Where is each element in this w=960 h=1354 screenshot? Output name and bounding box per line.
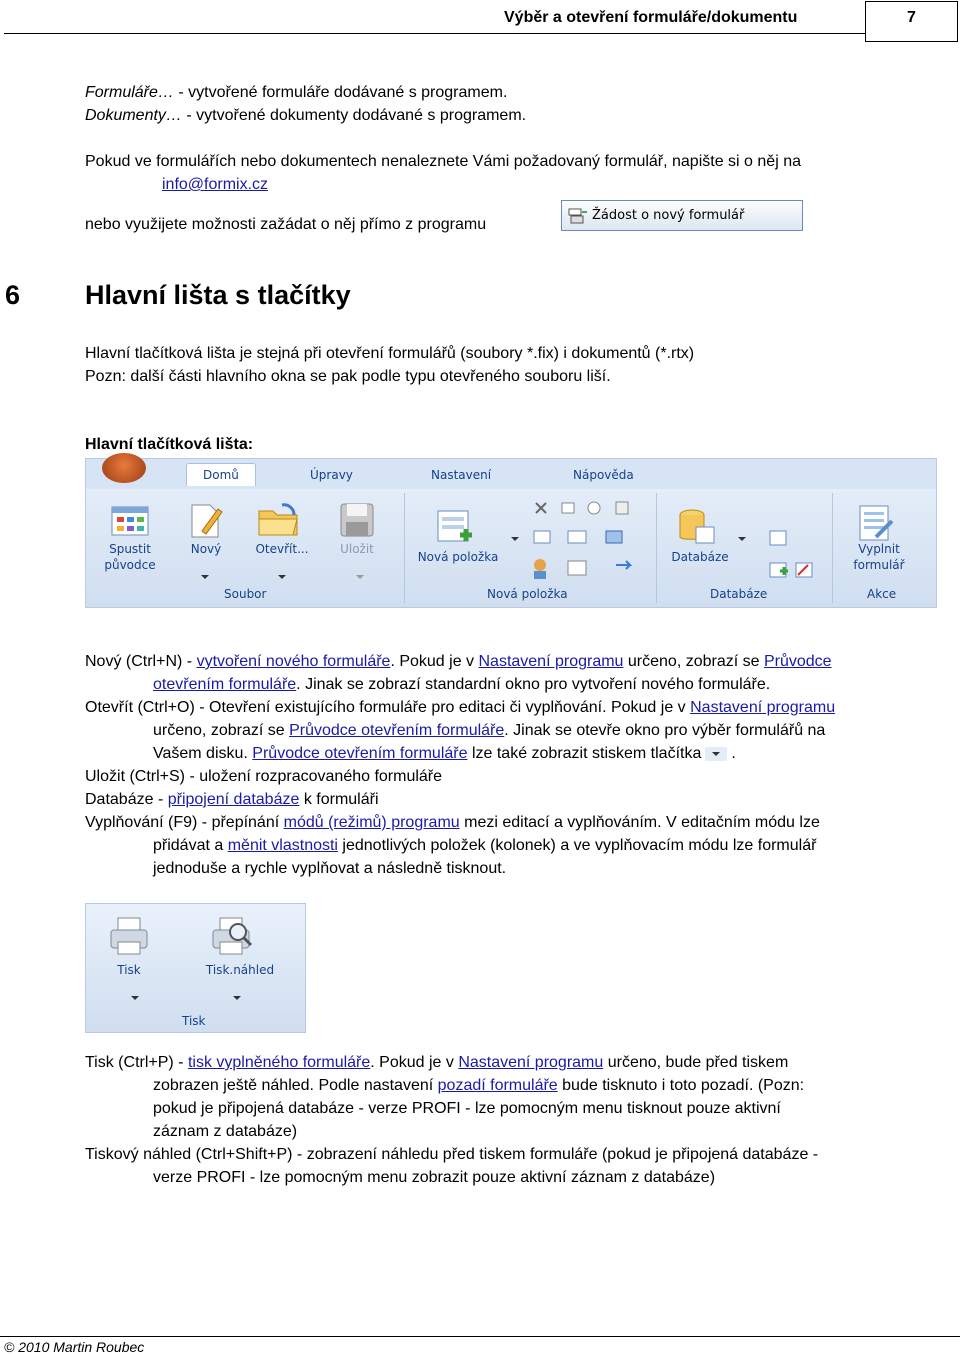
desc-print-text: určeno, bude před tiskem: [603, 1054, 789, 1071]
ribbon-tab-bar: [86, 459, 936, 489]
link-modes[interactable]: módů (režimů) programu: [283, 814, 460, 831]
desc-preview: Tiskový náhled (Ctrl+Shift+P) - zobrazení náhledu před tiskem formuláře (pokud je připojená databáze -: [85, 1146, 819, 1163]
group-label-database: Databáze: [710, 587, 768, 601]
print-preview-dropdown-icon[interactable]: [233, 996, 241, 1000]
open-button-label[interactable]: Otevřít...: [255, 542, 309, 556]
footer-rule: [0, 1336, 960, 1337]
group-label-action: Akce: [867, 587, 897, 601]
desc-new-cont: [153, 676, 770, 694]
dropdown-button-icon: [705, 747, 727, 761]
link-settings[interactable]: Nastavení programu: [690, 699, 836, 716]
link-wizard[interactable]: Průvodce: [763, 653, 832, 670]
desc-print-cont3: záznam z databáze): [153, 1123, 298, 1140]
desc-new-text: určeno, zobrazí se: [623, 653, 764, 670]
print-preview-button-label[interactable]: Tisk.náhled: [205, 963, 275, 977]
intro-line-forms: [85, 84, 507, 102]
form-request-icon: [568, 207, 588, 225]
desc-new-text: Nový (Ctrl+N) -: [85, 653, 197, 670]
desc-print-cont: [153, 1077, 804, 1095]
open-folder-icon[interactable]: [256, 501, 300, 539]
fill-form-icon[interactable]: [856, 503, 896, 543]
desc-open-text: . Jinak se otevře okno pro výběr formulářů na: [504, 722, 826, 739]
request-text: nebo využijete možnosti zažádat o něj přímo z programu: [85, 216, 487, 233]
footer-copyright: © 2010 Martin Roubec: [4, 1339, 145, 1354]
section-para-2: Pozn: další části hlavního okna se pak podle typu otevřeného souboru liší.: [85, 368, 611, 385]
desc-new-text: . Pokud je v: [390, 653, 479, 670]
link-connect-db[interactable]: připojení databáze: [167, 791, 300, 808]
desc-print-cont2: pokud je připojená databáze - verze PROFI - lze pomocným menu tisknout pouze aktivní: [153, 1100, 781, 1117]
record-tools-icon[interactable]: [766, 529, 814, 583]
section-para-1: Hlavní tlačítková lišta je stejná při otevření formulářů (soubory *.fix) i dokumentů (*.rtx): [85, 345, 695, 362]
intro-line-docs: [85, 107, 526, 125]
link-settings[interactable]: Nastavení programu: [478, 653, 624, 670]
header-title: Výběr a otevření formuláře/dokumentu: [504, 9, 798, 26]
app-orb-icon[interactable]: [102, 453, 146, 483]
item-tools-icon[interactable]: [532, 499, 642, 581]
desc-save: Uložit (Ctrl+S) - uložení rozpracovaného formuláře: [85, 768, 443, 785]
desc-new-text: . Jinak se zobrazí standardní okno pro vytvoření nového formuláře.: [296, 676, 771, 693]
desc-db-text: Databáze -: [85, 791, 168, 808]
link-open-wizard[interactable]: Průvodce otevřením formuláře: [289, 722, 505, 739]
desc-open: [85, 699, 835, 717]
desc-db-text: k formuláři: [299, 791, 379, 808]
link-print-form[interactable]: tisk vyplněného formuláře: [187, 1054, 371, 1071]
print-ribbon-group: [85, 903, 306, 1033]
desc-fill: [85, 814, 820, 832]
link-new-form[interactable]: vytvoření nového formuláře: [196, 653, 391, 670]
desc-open-text: Otevřít (Ctrl+O) - Otevření existujícího formuláře pro editaci či vyplňování. Pokud je v: [85, 699, 691, 716]
desc-open-text: lze také zobrazit stiskem tlačítka: [467, 745, 702, 762]
desc-new: [85, 653, 832, 671]
forms-desc: - vytvořené formuláře dodávané s programem.: [173, 84, 508, 101]
link-background[interactable]: pozadí formuláře: [437, 1077, 558, 1094]
desc-print-text: Tisk (Ctrl+P) -: [85, 1054, 188, 1071]
wizard-button-label[interactable]: Spustit původce: [104, 542, 156, 572]
link-settings[interactable]: Nastavení programu: [458, 1054, 604, 1071]
request-form-button[interactable]: [561, 200, 803, 231]
desc-open-cont2: [153, 745, 736, 763]
group-label-new-item: Nová položka: [487, 587, 568, 601]
group-label-print: Tisk: [182, 1014, 206, 1028]
desc-open-text: .: [731, 745, 736, 762]
docs-desc: - vytvořené dokumenty dodávané s programem.: [181, 107, 527, 124]
link-properties[interactable]: měnit vlastnosti: [227, 837, 338, 854]
desc-fill-cont: [153, 837, 816, 855]
tab-settings[interactable]: Nastavení: [431, 468, 492, 482]
new-item-icon[interactable]: [436, 509, 474, 549]
desc-preview-cont: verze PROFI - lze pomocným menu zobrazit pouze aktivní záznam z databáze): [153, 1169, 716, 1186]
tab-home[interactable]: Domů: [186, 463, 256, 486]
ribbon-separator: [656, 493, 657, 603]
main-ribbon: [85, 458, 937, 608]
database-icon[interactable]: [676, 507, 716, 547]
desc-open-text: Vašem disku.: [153, 745, 253, 762]
new-form-icon[interactable]: [188, 501, 224, 539]
desc-fill-text: mezi editací a vyplňováním. V editačním módu lze: [459, 814, 820, 831]
desc-print: [85, 1054, 788, 1072]
desc-fill-text: jednotlivých položek (kolonek) a ve vyplňovacím módu lze formulář: [337, 837, 817, 854]
open-dropdown-icon[interactable]: [278, 575, 286, 579]
desc-fill-text: Vyplňování (F9) - přepínání: [85, 814, 284, 831]
desc-fill-cont2: jednoduše a rychle vyplňovat a následně tisknout.: [153, 860, 507, 877]
new-item-button-label[interactable]: Nová položka: [417, 550, 499, 564]
page-number: 7: [907, 9, 916, 26]
docs-label: Dokumenty…: [85, 107, 182, 124]
wizard-icon[interactable]: [110, 503, 150, 539]
save-icon[interactable]: [338, 501, 376, 539]
intro-text: Pokud ve formulářích nebo dokumentech nenaleznete Vámi požadovaný formulář, napište si o něj na: [85, 153, 801, 170]
ribbon-separator: [832, 493, 833, 603]
desc-print-text: zobrazen ještě náhled. Podle nastavení: [153, 1077, 438, 1094]
tab-edit[interactable]: Úpravy: [310, 468, 353, 482]
section-title: Hlavní lišta s tlačítky: [85, 280, 351, 310]
save-dropdown-icon[interactable]: [356, 575, 364, 579]
fill-form-button-label[interactable]: Vyplnit formulář: [853, 542, 905, 572]
new-dropdown-icon[interactable]: [201, 575, 209, 579]
save-button-label[interactable]: Uložit: [340, 542, 374, 556]
print-dropdown-icon[interactable]: [131, 996, 139, 1000]
ribbon-subheading: Hlavní tlačítková lišta:: [85, 436, 254, 453]
database-button-label[interactable]: Databáze: [671, 550, 729, 564]
forms-label: Formuláře…: [85, 84, 174, 101]
desc-print-text: bude tisknuto i toto pozadí. (Pozn:: [557, 1077, 805, 1094]
header-rule: [4, 33, 866, 34]
request-form-label: Žádost o nový formulář: [592, 208, 745, 223]
print-preview-icon[interactable]: [210, 916, 254, 958]
desc-open-cont: [153, 722, 825, 740]
email-link-text[interactable]: info@formix.cz: [162, 176, 269, 193]
email-link[interactable]: [162, 176, 268, 194]
new-item-dropdown-icon[interactable]: [511, 537, 519, 541]
link-wizard[interactable]: otevřením formuláře: [153, 676, 297, 693]
link-open-wizard[interactable]: Průvodce otevřením formuláře: [252, 745, 468, 762]
new-button-label[interactable]: Nový: [190, 542, 222, 556]
printer-icon[interactable]: [108, 916, 150, 958]
desc-open-text: určeno, zobrazí se: [153, 722, 290, 739]
print-button-label[interactable]: Tisk: [117, 963, 141, 977]
database-dropdown-icon[interactable]: [738, 537, 746, 541]
ribbon-separator: [404, 493, 405, 603]
desc-fill-text: přidávat a: [153, 837, 228, 854]
section-number: 6: [5, 280, 21, 310]
desc-print-text: . Pokud je v: [370, 1054, 459, 1071]
desc-database: [85, 791, 379, 809]
group-label-file: Soubor: [224, 587, 267, 601]
tab-help[interactable]: Nápověda: [573, 468, 634, 482]
